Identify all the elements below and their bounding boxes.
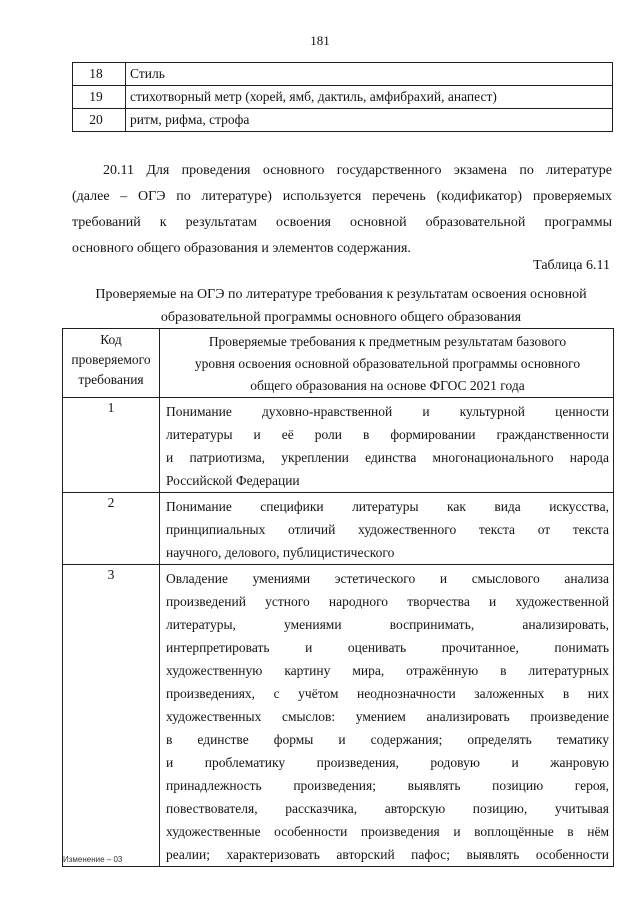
text-line: принадлежность произведения; выявлять позицию героя,	[166, 778, 609, 793]
page-number: 181	[310, 33, 330, 48]
requirements-table	[62, 328, 614, 867]
header-code-line: проверяемого	[71, 352, 151, 367]
text-line: художественные особенности произведения и воплощённые в нём	[166, 824, 609, 839]
caption-line: Проверяемые на ОГЭ по литературе требования к результатам освоения основной	[95, 287, 587, 302]
text-line: художественных смыслов: умением анализировать произведение	[166, 709, 609, 724]
text-line: Понимание специфики литературы как вида искусства,	[166, 499, 609, 514]
text-line: Овладение умениями эстетического и смыслового анализа	[166, 571, 609, 586]
text-line: принципиальных отличий художественного текста от текста	[166, 522, 609, 537]
table-header-row	[63, 329, 614, 398]
table-row	[73, 109, 613, 132]
text-line: Российской Федерации	[166, 473, 300, 488]
text-line: и патриотизма, укреплении единства многонационального народа	[166, 450, 609, 465]
paragraph-line: (далее – ОГЭ по литературе) используется перечень (кодификатор) проверяемых	[72, 189, 612, 204]
table-row	[63, 493, 614, 565]
table-label: Таблица 6.11	[533, 258, 610, 273]
text-line: интерпретировать и оценивать прочитанное, понимать	[166, 640, 609, 655]
header-text-line: общего образования на основе ФГОС 2021 года	[250, 378, 525, 393]
row-number: 19	[73, 86, 126, 109]
text-line: научного, делового, публицистического	[166, 545, 395, 560]
row-text: Стиль	[126, 63, 613, 86]
paragraph-line: 20.11 Для проведения основного государственного экзамена по литературе	[103, 163, 612, 178]
text-line: повествователя, рассказчика, авторскую позицию, учитывая	[166, 801, 609, 816]
requirement-code: 1	[63, 398, 160, 493]
table-row	[63, 565, 614, 867]
header-text-line: уровня освоения основной образовательной программы основного	[194, 356, 581, 371]
text-line: художественную картину мира, отражённую в литературных	[166, 663, 609, 678]
page-footer: Изменение – 03	[63, 855, 123, 864]
text-line: литературы и её роли в формировании гражданственности	[166, 427, 609, 442]
requirement-text	[160, 565, 614, 867]
caption-line: образовательной программы основного общего образования	[160, 310, 522, 325]
row-text: стихотворный метр (хорей, ямб, дактиль, амфибрахий, анапест)	[126, 86, 613, 109]
body-paragraph	[72, 158, 612, 262]
paragraph-line: основного общего образования и элементов содержания.	[72, 241, 411, 256]
header-text-line: Проверяемые требования к предметным результатам базового	[208, 334, 567, 349]
header-text-cell	[160, 329, 614, 398]
paragraph-line: требований к результатам освоения основной образовательной программы	[72, 215, 612, 230]
row-number: 18	[73, 63, 126, 86]
table-row	[63, 398, 614, 493]
text-line: Понимание духовно-нравственной и культурной ценности	[166, 404, 609, 419]
header-code-cell	[63, 329, 160, 398]
continuation-table	[72, 62, 613, 132]
row-number: 20	[73, 109, 126, 132]
table-row	[73, 86, 613, 109]
header-code-line: Код	[100, 332, 122, 347]
text-line: произведений устного народного творчества и художественной	[166, 594, 609, 609]
text-line: и проблематику произведения, родовую и жанровую	[166, 755, 609, 770]
requirement-code: 2	[63, 493, 160, 565]
table-row	[73, 63, 613, 86]
requirement-text	[160, 398, 614, 493]
header-code-line: требования	[78, 372, 144, 387]
text-line: реалии; характеризовать авторский пафос; выявлять особенности	[166, 847, 609, 862]
requirement-text	[160, 493, 614, 565]
table-caption	[60, 283, 622, 329]
text-line: в единстве формы и содержания; определять тематику	[166, 732, 609, 747]
text-line: произведениях, с учётом неоднозначности заложенных в них	[166, 686, 609, 701]
text-line: литературы, умениями воспринимать, анализировать,	[166, 617, 609, 632]
row-text: ритм, рифма, строфа	[126, 109, 613, 132]
requirement-code: 3	[63, 565, 160, 867]
